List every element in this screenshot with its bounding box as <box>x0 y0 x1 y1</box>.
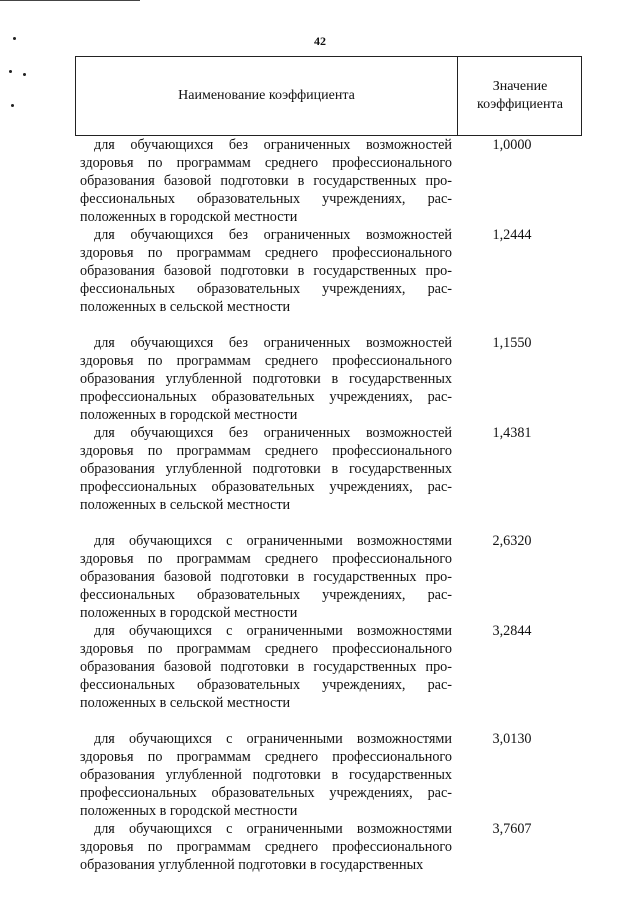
description-line: фессиональных образовательных учреждениях, рас- <box>80 587 452 603</box>
table-row <box>80 226 580 316</box>
description-line: здоровья по программам среднего профессионального <box>80 353 452 369</box>
table-row <box>80 334 580 424</box>
description-line: для обучающихся с ограниченными возможностями <box>94 623 452 639</box>
coefficient-value: 1,0000 <box>492 137 532 153</box>
description-line: образования базовой подготовки в государственных про- <box>80 263 452 279</box>
table-row <box>80 730 580 820</box>
description-line: образования базовой подготовки в государственных про- <box>80 173 452 189</box>
description-line: для обучающихся с ограниченными возможностями <box>94 533 452 549</box>
description-line: здоровья по программам среднего профессионального <box>80 551 452 567</box>
description-line: здоровья по программам среднего профессионального <box>80 245 452 261</box>
description-line: для обучающихся без ограниченных возможностей <box>94 425 452 441</box>
description-line: для обучающихся без ограниченных возможностей <box>94 227 452 243</box>
table-row <box>80 424 580 514</box>
description-line: профессиональных образовательных учреждениях, рас- <box>80 389 452 405</box>
description-line: фессиональных образовательных учреждениях, рас- <box>80 281 452 297</box>
table-body <box>80 136 580 874</box>
scan-speck <box>23 73 26 76</box>
description-line: образования углубленной подготовки в государственных <box>80 767 452 783</box>
table-row <box>80 532 580 622</box>
coefficient-description <box>80 820 452 874</box>
table-row <box>80 820 580 874</box>
value-column-header <box>457 57 582 135</box>
coefficient-description <box>80 532 452 622</box>
table-row <box>80 136 580 226</box>
description-line: образования углубленной подготовки в государственных <box>80 461 452 477</box>
coefficient-value: 3,2844 <box>492 623 532 639</box>
table-row <box>80 622 580 712</box>
description-line: образования базовой подготовки в государственных про- <box>80 659 452 675</box>
coefficient-description <box>80 226 452 316</box>
scan-speck <box>9 70 12 73</box>
description-line: для обучающихся без ограниченных возможностей <box>94 137 452 153</box>
coefficient-description <box>80 730 452 820</box>
description-line: профессиональных образовательных учреждениях, рас- <box>80 785 452 801</box>
description-line: положенных в сельской местности <box>80 497 291 513</box>
coefficient-value: 1,2444 <box>492 227 532 243</box>
description-line: профессиональных образовательных учреждениях, рас- <box>80 479 452 495</box>
description-line: здоровья по программам среднего профессионального <box>80 443 452 459</box>
coefficient-value: 2,6320 <box>492 533 532 549</box>
description-line: для обучающихся с ограниченными возможностями <box>94 731 452 747</box>
description-line: образования углубленной подготовки в государственных <box>80 857 424 873</box>
top-rule <box>0 0 140 1</box>
description-line: положенных в городской местности <box>80 209 298 225</box>
coefficient-value: 1,1550 <box>492 335 532 351</box>
description-line: положенных в городской местности <box>80 803 298 819</box>
coefficient-description <box>80 334 452 424</box>
description-line: положенных в городской местности <box>80 605 298 621</box>
description-line: здоровья по программам среднего профессионального <box>80 641 452 657</box>
coefficient-value: 3,0130 <box>492 731 532 747</box>
description-line: положенных в сельской местности <box>80 695 291 711</box>
description-line: положенных в сельской местности <box>80 299 291 315</box>
description-line: фессиональных образовательных учреждениях, рас- <box>80 191 452 207</box>
description-line: здоровья по программам среднего профессионального <box>80 155 452 171</box>
coefficient-value: 3,7607 <box>492 821 532 837</box>
scan-speck <box>11 104 14 107</box>
description-line: для обучающихся с ограниченными возможностями <box>94 821 452 837</box>
name-column-header: Наименование коэффициента <box>178 88 355 103</box>
coefficient-description <box>80 424 452 514</box>
description-line: здоровья по программам среднего профессионального <box>80 749 452 765</box>
description-line: образования углубленной подготовки в государственных <box>80 371 452 387</box>
description-line: здоровья по программам среднего профессионального <box>80 839 452 855</box>
description-line: положенных в городской местности <box>80 407 298 423</box>
description-line: образования базовой подготовки в государственных про- <box>80 569 452 585</box>
table-header <box>75 56 582 136</box>
coefficient-description <box>80 136 452 226</box>
value-header-line1: Значение <box>492 79 548 94</box>
value-header-line2: коэффициента <box>477 97 563 112</box>
coefficient-value: 1,4381 <box>492 425 532 441</box>
coefficient-description <box>80 622 452 712</box>
page-number: 42 <box>314 34 326 48</box>
description-line: для обучающихся без ограниченных возможностей <box>94 335 452 351</box>
description-line: фессиональных образовательных учреждениях, рас- <box>80 677 452 693</box>
